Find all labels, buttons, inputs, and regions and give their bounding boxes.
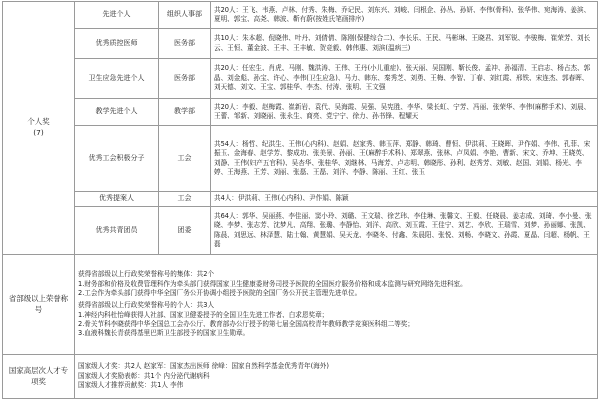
award-name: 卫生应急先进个人 <box>75 59 159 99</box>
award-name: 教学先进个人 <box>75 99 159 126</box>
provincial-individual-item: 1.神经内科杜怡峰获得人社部、国家卫健委授予的全国卫生先进工作者、白求恩奖章； <box>78 310 329 319</box>
award-list: 共10人：朱本超、倪晓伟、叶丹、刘倩倩、陈刚(保健综合二)、李长乐、王民、马彬琳、王晓君、刘军锐、李骏梅、崔荣芳、刘长云、王恒、董金波、王丰、王丰敏、贺竞毅、韩伟惠、刘滨(温病三) <box>211 29 598 59</box>
award-row <box>3 99 598 126</box>
award-row <box>3 207 598 255</box>
talent-line: 国家级人才推荐贡献奖：共1人 李伟 <box>78 381 184 390</box>
award-list: 共20人：任宏生、肖虎、马刚、魏洪涛、王伟、王丹(小儿重症)、张天丽、吴国刚、靳长俊、孟冲、孙福清、王启志、杨占杰、郭晶、刘金彪、孙宝、许心、李伟(卫生应急)、马力、韩东、秦秀芝、刘勇、王梅、李智、丁春、刘红霞、邢铁、宋连杰、郭春晖、刘天德、刘文、王宝、郭桂华、李杰、付涛、张明、王文强 <box>211 59 598 99</box>
award-dept: 团委 <box>159 207 211 255</box>
award-row <box>3 126 598 192</box>
award-dept: 教学部 <box>159 99 211 126</box>
award-dept: 医务部 <box>159 59 211 99</box>
talent-row <box>3 355 598 399</box>
category-provincial: 省部级以上荣誉称号 <box>3 255 75 355</box>
provincial-individual-heading: 获得省部级以上行政奖荣誉称号的个人：共3人 <box>78 301 215 310</box>
provincial-individual-item: 3.血液科魏长青获得基里巴斯卫生部授予的国家卫生勋章。 <box>78 329 250 338</box>
talent-line: 国家级人才奖励表彰：共1个 内分泌代谢病科 <box>78 371 210 380</box>
award-dept: 组织人事部 <box>159 2 211 29</box>
award-name: 优秀共青团员 <box>75 207 159 255</box>
award-dept: 医务部 <box>159 29 211 59</box>
award-list: 共20人：李毅、赵梅霞、崔新岩、袁代、吴海霞、吴强、吴宪胜、李华、梁长虹、宁芳、冯丽、张荣华、李伟(麻醉手术)、刘晨、王蕾、邹新、刘晓丽、张永生、商亮、党宁宁、徐力、孙书锋、程耀天 <box>211 99 598 126</box>
category-count: (7) <box>33 128 44 137</box>
award-list: 共64人：郭华、吴丽燕、李佳丽、窦小玲、刘璐、王文瑞、徐艺玮、李佳琳、张馨文、王毅、任晓晨、姜志成、刘琦、李小曼、张晓、李梦、张志芳、沈梦凡、高翔、张璐、李静怡、刘洋、高欣、刘玉霞、王佳宁、刘艺、李欣、王瑞雪、刘梦、孙丽娜、张凯、陈晨、刘思远、林泽慧、陆士翰、黄慧娟、吴天龙、李晓冬、付鑫、朱晨阳、张悦、刘畅、李晓文、孙霞、夏晶、闫超、杨帆、王磊 <box>211 207 598 255</box>
provincial-collective-heading: 获得省部级以上行政奖荣誉称号的集体：共2个 <box>78 270 215 279</box>
award-dept: 工会 <box>159 192 211 207</box>
category-talent: 国家高层次人才专项奖 <box>3 355 75 399</box>
provincial-collective-item: 1.财务部和价格及收费管理科作为牵头部门获得国家卫生健康委财务司授予医院的全国医疗服务价格和成本监测与研究网络先进科室。 <box>78 279 467 288</box>
award-list: 共54人：杨哲、纪洪生、王伟(心内科)、赵娟、赵家秀、韩玉萍、郑静、韩琦、曹恒、伊洪莉、王晓晖、尹作娟、李伟、孔菲、宋振玉、金海春、赵学芳、黎成功、张美景、孙丽、王(麻醉手术科)、郑翠燕、张林、卢凤娟、李艳、曹新、宋文、乔坤、王晓英、刘静、王伟(妇产五官科)、吴杏华、张桂华、刘继林、马海芳、卢志明、韩晓彤、孙利、赵秀芳、刘敏、赵国、刘娟、杨光、李婷、王海燕、王芳、刘丽、张磊、王磊、刘洋、李静、陈丽、王红、张玉 <box>211 126 598 192</box>
talent-content <box>75 355 598 399</box>
award-list: 共4人：伊洪莉、王伟(心内科)、尹作娟、陈颖 <box>211 192 598 207</box>
award-row <box>3 2 598 29</box>
category-title: 个人奖 <box>27 117 50 127</box>
talent-line: 国家级人才奖：共2人 赵家军：国家杰出医师 徐峰：国家自然科学基金优秀青年(海外) <box>78 362 329 371</box>
category-personal <box>3 2 75 255</box>
provincial-content <box>75 255 598 355</box>
award-list: 共20人：王飞、韦燕、卢林、付秀、朱梅、乔记民、刘东兴、刘峻、闫根企、孙丛、孙妍、李伟(骨科)、张华伟、宛海涛、姜滨、夏明、郭宝、高尧、韩波、靳有蔚(按姓氏笔画排序) <box>211 2 598 29</box>
award-row <box>3 59 598 99</box>
award-name: 先进个人 <box>75 2 159 29</box>
award-name: 优秀质控医师 <box>75 29 159 59</box>
awards-table <box>2 1 598 399</box>
award-row <box>3 29 598 59</box>
award-dept: 工会 <box>159 126 211 192</box>
award-row <box>3 192 598 207</box>
award-name: 优秀工会积极分子 <box>75 126 159 192</box>
provincial-individual-item: 2.骨关节科李晓获得中华全国总工会办公厅、教育部办公厅授予的第七届全国高校青年教师教学竞赛医科组二等奖； <box>78 320 414 329</box>
award-name: 优秀提案人 <box>75 192 159 207</box>
provincial-row <box>3 255 598 355</box>
provincial-collective-item: 2.工会作为牵头部门获得中华全国厂务公开协调小组授予医院的全国厂务公开民主管理先进单位。 <box>78 288 362 297</box>
